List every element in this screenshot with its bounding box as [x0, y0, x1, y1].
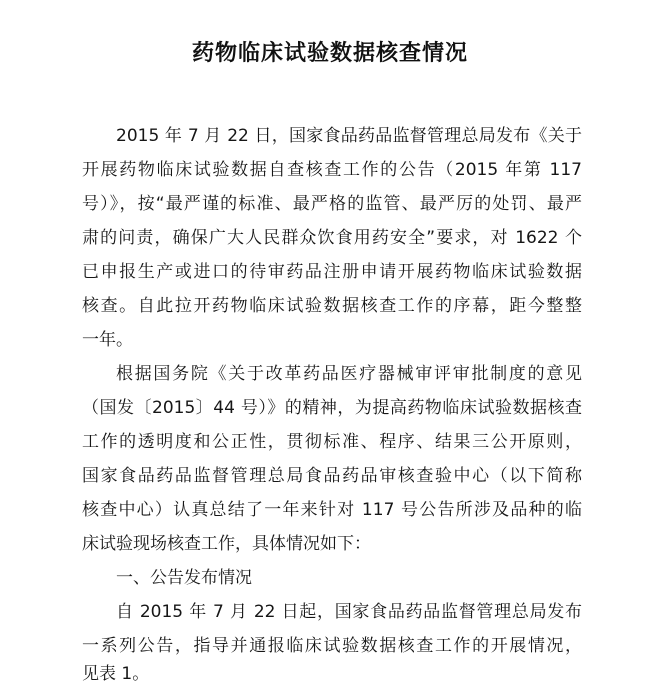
paragraph-1-line-6: 核查。自此拉开药物临床试验数据核查工作的序幕，距今整整	[82, 296, 582, 316]
paragraph-3-line-2: 一系列公告，指导并通报临床试验数据核查工作的开展情况，	[82, 636, 582, 656]
document-title: 药物临床试验数据核查情况	[191, 40, 468, 66]
paragraph-2-line-5: 核查中心）认真总结了一年来针对 117 号公告所涉及品种的临	[82, 500, 582, 520]
paragraph-1-line-3: 号）》，按“最严谨的标准、最严格的监管、最严厉的处罚、最严	[82, 194, 582, 214]
paragraph-2-line-6: 床试验现场核查工作，具体情况如下：	[82, 534, 371, 554]
paragraph-2-line-2: （国发〔2015〕44 号）》的精神，为提高药物临床试验数据核查	[82, 398, 582, 418]
paragraph-2-line-3: 工作的透明度和公正性，贯彻标准、程序、结果三公开原则，	[82, 432, 582, 452]
paragraph-3-line-1: 自 2015 年 7 月 22 日起，国家食品药品监督管理总局发布	[116, 602, 582, 622]
paragraph-1-line-1: 2015 年 7 月 22 日，国家食品药品监督管理总局发布《关于	[116, 126, 582, 146]
paragraph-1-line-2: 开展药物临床试验数据自查核查工作的公告（2015 年第 117	[82, 160, 582, 180]
paragraph-1-line-5: 已申报生产或进口的待审药品注册申请开展药物临床试验数据	[82, 262, 582, 282]
paragraph-3-line-3: 见表 1。	[82, 664, 150, 684]
paragraph-1-line-4: 肃的问责，确保广大人民群众饮食用药安全”要求，对 1622 个	[82, 228, 582, 248]
section-heading: 一、公告发布情况	[116, 568, 252, 588]
paragraph-1-line-7: 一年。	[82, 330, 133, 350]
paragraph-2-line-1: 根据国务院《关于改革药品医疗器械审评审批制度的意见	[116, 364, 582, 384]
paragraph-2-line-4: 国家食品药品监督管理总局食品药品审核查验中心（以下简称	[82, 466, 582, 486]
